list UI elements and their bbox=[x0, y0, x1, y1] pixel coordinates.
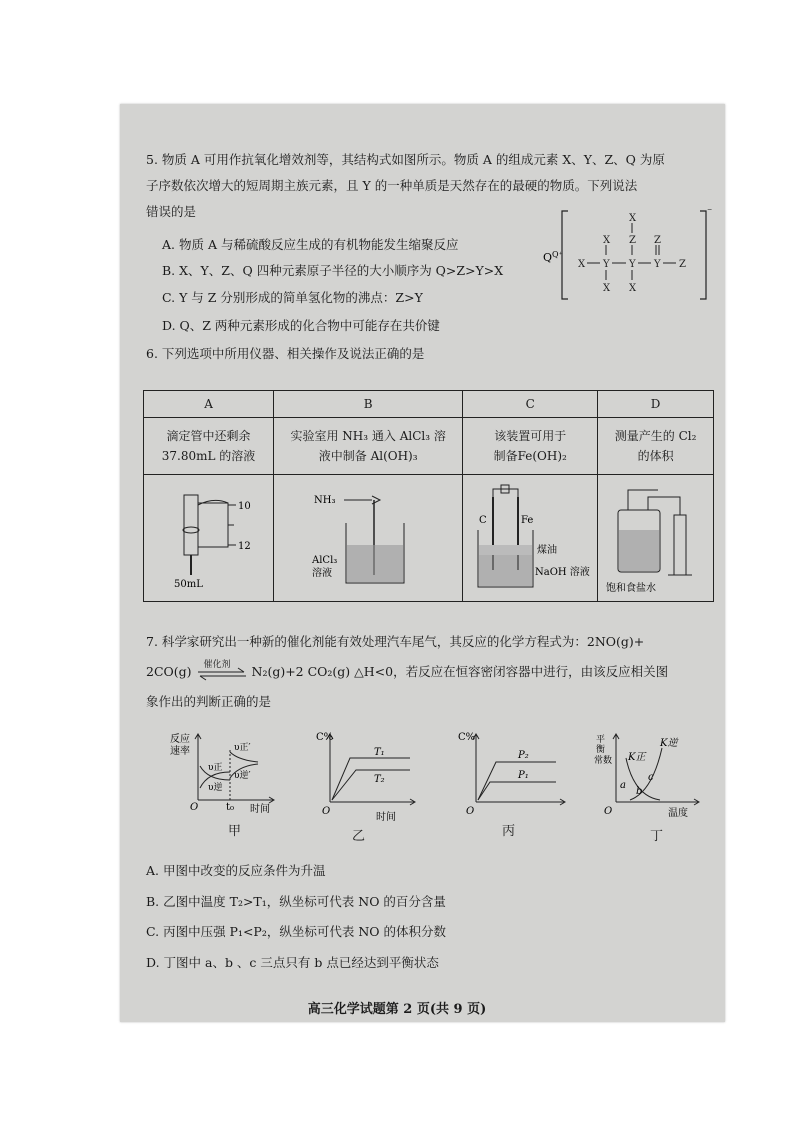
svg-text:υ逆′: υ逆′ bbox=[234, 771, 251, 781]
svg-text:υ逆: υ逆 bbox=[208, 783, 223, 793]
svg-text:c: c bbox=[648, 772, 654, 783]
q7-option-a: A. 甲图中改变的反应条件为升温 bbox=[146, 863, 326, 878]
cell-desc-d: 测量产生的 Cl₂ 的体积 bbox=[598, 418, 714, 475]
svg-text:Y: Y bbox=[629, 259, 636, 270]
svg-text:速率: 速率 bbox=[170, 746, 190, 757]
svg-text:常数: 常数 bbox=[594, 756, 613, 766]
svg-text:O: O bbox=[604, 806, 613, 817]
cell-desc-b: 实验室用 NH₃ 通入 AlCl₃ 溶 液中制备 Al(OH)₃ bbox=[274, 418, 463, 475]
cell-figure-a bbox=[144, 475, 274, 602]
svg-text:时间: 时间 bbox=[250, 804, 270, 815]
graph-bing bbox=[456, 730, 571, 815]
svg-text:X: X bbox=[629, 213, 637, 224]
svg-text:υ正′: υ正′ bbox=[234, 743, 251, 753]
table-header-d: D bbox=[598, 391, 714, 418]
q6-options-table bbox=[143, 390, 714, 602]
q7-stem-line2: 2CO(g) 催化剂 N₂(g)+2 CO₂(g) △H<0，若反应在恒容密闭容器中进行，由该反应相关图 bbox=[146, 659, 669, 679]
svg-text:Z: Z bbox=[654, 235, 661, 246]
q5-stem-line2: 子序数依次增大的短周期主族元素，且 Y 的一种单质是天然存在的最硬的物质。下列说法 bbox=[146, 178, 638, 193]
svg-text:Y: Y bbox=[654, 259, 661, 270]
cation-label: $Q^{Q^+}$ bbox=[543, 250, 563, 264]
svg-text:AlCl₃: AlCl₃ bbox=[312, 555, 338, 566]
graph-jia bbox=[168, 730, 278, 815]
q7-stem-line1: 7. 科学家研究出一种新的催化剂能有效处理汽车尾气，其反应的化学方程式为：2NO(g)+ bbox=[146, 634, 645, 649]
svg-text:反应: 反应 bbox=[170, 734, 190, 745]
svg-text:煤油: 煤油 bbox=[537, 545, 558, 556]
svg-text:饱和食盐水: 饱和食盐水 bbox=[606, 583, 657, 594]
graph-ding bbox=[590, 730, 705, 822]
beaker-nh3-figure bbox=[274, 475, 462, 599]
graph-bing-caption: 丙 bbox=[502, 824, 516, 839]
svg-text:C%: C% bbox=[458, 732, 476, 743]
q5-stem-line3: 错误的是 bbox=[146, 204, 197, 219]
svg-text:X: X bbox=[578, 259, 586, 270]
svg-text:P₂: P₂ bbox=[518, 750, 529, 761]
q7-stem-line3: 象作出的判断正确的是 bbox=[146, 694, 272, 709]
graph-yi-caption: 乙 bbox=[352, 829, 366, 844]
burette-figure bbox=[144, 475, 272, 599]
svg-text:X: X bbox=[629, 283, 637, 294]
svg-text:T₂: T₂ bbox=[374, 774, 385, 785]
svg-text:衡: 衡 bbox=[596, 745, 606, 755]
table-header-b: B bbox=[274, 391, 463, 418]
cell-figure-c bbox=[463, 475, 598, 602]
svg-text:Fe: Fe bbox=[521, 515, 534, 526]
page-footer: 高三化学试题第 2 页(共 9 页) bbox=[307, 1002, 487, 1017]
gas-collection-figure bbox=[598, 475, 714, 599]
svg-text:C%: C% bbox=[316, 732, 334, 743]
q5-option-c: C. Y 与 Z 分别形成的简单氢化物的沸点：Z>Y bbox=[162, 290, 423, 305]
svg-text:10: 10 bbox=[238, 501, 251, 512]
graph-yi bbox=[314, 730, 424, 825]
svg-text:K正: K正 bbox=[628, 752, 646, 763]
svg-text:平: 平 bbox=[596, 735, 606, 745]
q7-option-c: C. 丙图中压强 P₁<P₂，纵坐标可代表 NO 的体积分数 bbox=[146, 924, 446, 939]
q7-option-b: B. 乙图中温度 T₂>T₁，纵坐标可代表 NO 的百分含量 bbox=[146, 894, 446, 909]
svg-text:X: X bbox=[603, 235, 611, 246]
svg-text:温度: 温度 bbox=[668, 808, 688, 819]
svg-text:溶液: 溶液 bbox=[312, 568, 333, 579]
q7-option-d: D. 丁图中 a、b 、c 三点只有 b 点已经达到平衡状态 bbox=[146, 955, 439, 970]
svg-text:Z: Z bbox=[679, 259, 686, 270]
table-header-a: A bbox=[144, 391, 274, 418]
svg-text:O: O bbox=[466, 806, 475, 815]
svg-text:NH₃: NH₃ bbox=[314, 495, 336, 506]
q5-structure-diagram bbox=[540, 205, 715, 305]
table-header-c: C bbox=[463, 391, 598, 418]
graph-ding-caption: 丁 bbox=[650, 829, 664, 844]
cell-figure-d bbox=[598, 475, 714, 602]
svg-text:X: X bbox=[603, 283, 611, 294]
anion-charge: ⁻ bbox=[707, 207, 713, 218]
cell-figure-b bbox=[274, 475, 463, 602]
svg-text:K逆: K逆 bbox=[660, 738, 678, 749]
svg-text:P₁: P₁ bbox=[518, 770, 529, 781]
svg-text:时间: 时间 bbox=[376, 812, 396, 823]
q5-option-b: B. X、Y、Z、Q 四种元素原子半径的大小顺序为 Q>Z>Y>X bbox=[162, 263, 504, 278]
svg-text:Z: Z bbox=[629, 235, 636, 246]
cell-desc-c: 该装置可用于 制备Fe(OH)₂ bbox=[463, 418, 598, 475]
q5-option-a: A. 物质 A 与稀硫酸反应生成的有机物能发生缩聚反应 bbox=[162, 237, 459, 252]
graph-jia-caption: 甲 bbox=[228, 824, 242, 839]
svg-text:C: C bbox=[479, 515, 487, 526]
q6-stem: 6. 下列选项中所用仪器、相关操作及说法正确的是 bbox=[146, 346, 425, 361]
svg-text:t₀: t₀ bbox=[226, 802, 235, 813]
svg-text:O: O bbox=[190, 802, 199, 813]
q5-stem-line1: 5. 物质 A 可用作抗氧化增效剂等，其结构式如图所示。物质 A 的组成元素 X、Y、Z、Q 为原 bbox=[146, 152, 665, 167]
svg-text:b: b bbox=[636, 786, 643, 797]
q5-option-d: D. Q、Z 两种元素形成的化合物中可能存在共价键 bbox=[162, 318, 440, 333]
svg-text:50mL: 50mL bbox=[174, 579, 203, 590]
svg-text:a: a bbox=[620, 780, 626, 791]
svg-text:Y: Y bbox=[603, 259, 610, 270]
electrolysis-figure bbox=[463, 475, 598, 599]
svg-text:T₁: T₁ bbox=[374, 747, 385, 758]
svg-text:NaOH 溶液: NaOH 溶液 bbox=[535, 567, 591, 578]
svg-text:O: O bbox=[322, 806, 331, 817]
cell-desc-a: 滴定管中还剩余 37.80mL 的溶液 bbox=[144, 418, 274, 475]
svg-text:υ正: υ正 bbox=[208, 763, 223, 773]
svg-text:12: 12 bbox=[238, 541, 251, 552]
